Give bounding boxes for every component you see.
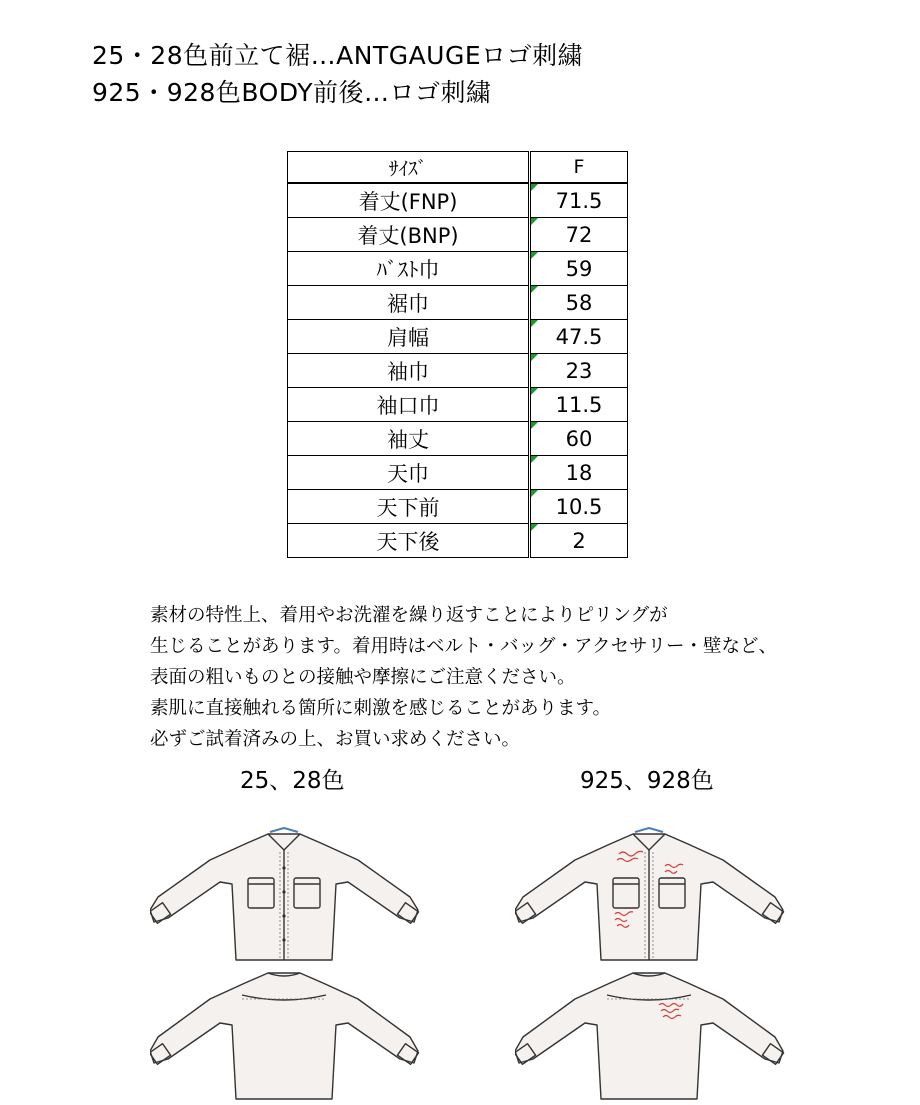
size-table-row — [288, 320, 628, 354]
size-row-value — [530, 388, 628, 422]
size-value-text: 59 — [565, 256, 593, 281]
comment-marker-icon — [531, 388, 538, 395]
size-row-label: 天下前 — [288, 490, 530, 524]
shirt-front-embroidered-illustration — [515, 822, 785, 967]
size-row-value — [530, 490, 628, 524]
size-row-value — [530, 286, 628, 320]
left-caption: 25、28色 — [240, 768, 345, 794]
note-line: 素肌に直接触れる箇所に刺激を感じることがあります。 — [150, 698, 612, 719]
note-line: 表面の粗いものとの接触や摩擦にご注意ください。 — [150, 667, 576, 688]
size-row-label: 袖口巾 — [288, 388, 530, 422]
collar-accent — [635, 828, 663, 832]
note-line: 生じることがあります。着用時はベルト・バッグ・アクセサリー・壁など、 — [150, 636, 777, 657]
size-value-text: 72 — [565, 222, 593, 247]
size-row-value — [530, 320, 628, 354]
shirt-back-embroidered-illustration — [515, 965, 785, 1105]
size-value-text: 58 — [565, 290, 593, 315]
size-table-row — [288, 524, 628, 558]
size-table-row — [288, 388, 628, 422]
comment-marker-icon — [531, 490, 538, 497]
comment-marker-icon — [531, 252, 538, 259]
size-row-value — [530, 524, 628, 558]
size-value-text: 2 — [572, 528, 586, 553]
header-line-1: 25・28色前立て裾…ANTGAUGEロゴ刺繍 — [92, 41, 584, 70]
size-row-value — [530, 252, 628, 286]
size-table-row — [288, 422, 628, 456]
size-value-text: 60 — [565, 426, 593, 451]
size-table-row — [288, 354, 628, 388]
comment-marker-icon — [531, 286, 538, 293]
size-row-label: 袖巾 — [288, 354, 530, 388]
note-line: 素材の特性上、着用やお洗濯を繰り返すことによりピリングが — [150, 605, 668, 626]
size-table-header-row — [288, 152, 628, 184]
comment-marker-icon — [531, 184, 538, 191]
size-row-label: 着丈(BNP) — [288, 218, 530, 252]
comment-marker-icon — [531, 218, 538, 225]
size-row-value — [530, 354, 628, 388]
comment-marker-icon — [531, 320, 538, 327]
size-row-label: 天巾 — [288, 456, 530, 490]
size-row-label: 天下後 — [288, 524, 530, 558]
right-caption: 925、928色 — [580, 768, 714, 794]
size-header-value: F — [530, 152, 628, 184]
comment-marker-icon — [531, 422, 538, 429]
comment-marker-icon — [531, 456, 538, 463]
size-row-label: 裾巾 — [288, 286, 530, 320]
size-row-value — [530, 456, 628, 490]
comment-marker-icon — [531, 354, 538, 361]
note-line: 必ずご試着済みの上、お買い求めください。 — [150, 729, 521, 750]
size-value-text: 71.5 — [555, 188, 603, 213]
size-row-label: 袖丈 — [288, 422, 530, 456]
size-value-text: 18 — [565, 460, 593, 485]
size-table-row — [288, 252, 628, 286]
size-value-text: 11.5 — [555, 392, 603, 417]
size-value-text: 47.5 — [555, 324, 603, 349]
size-table-row — [288, 286, 628, 320]
size-row-value — [530, 422, 628, 456]
size-table-row — [288, 183, 628, 218]
header-line-2: 925・928色BODY前後…ロゴ刺繍 — [92, 78, 492, 107]
size-row-value — [530, 218, 628, 252]
shirt-front-illustration — [150, 822, 420, 967]
collar-accent — [270, 828, 298, 832]
size-table — [287, 151, 628, 558]
care-notes — [150, 600, 777, 755]
size-table-row — [288, 456, 628, 490]
shirt-back-illustration — [150, 965, 420, 1105]
size-row-label: ﾊﾞｽﾄ巾 — [288, 252, 530, 286]
size-row-label: 着丈(FNP) — [288, 183, 530, 218]
size-row-value — [530, 183, 628, 218]
size-table-row — [288, 218, 628, 252]
size-value-text: 23 — [565, 358, 593, 383]
size-value-text: 10.5 — [555, 494, 603, 519]
size-header-label: ｻｲｽﾞ — [288, 152, 530, 184]
size-row-label: 肩幅 — [288, 320, 530, 354]
comment-marker-icon — [531, 524, 538, 531]
size-table-row — [288, 490, 628, 524]
